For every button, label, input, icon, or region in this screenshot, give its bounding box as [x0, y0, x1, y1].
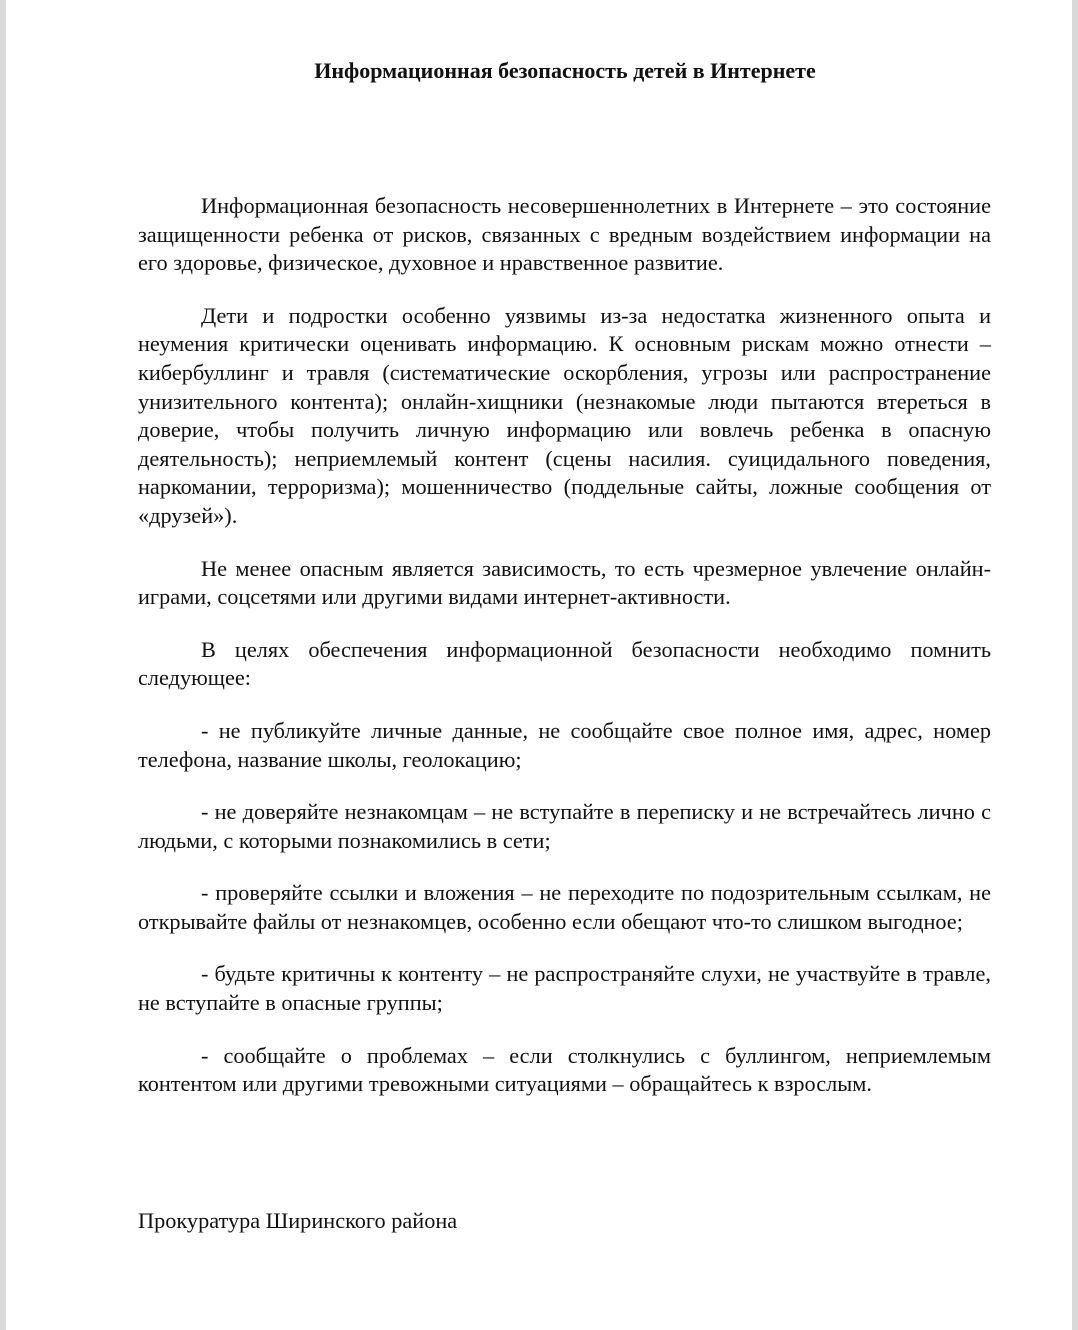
page-left-edge: [0, 0, 6, 1330]
page-right-edge: [1072, 0, 1078, 1330]
signature: Прокуратура Ширинского района: [138, 1208, 458, 1233]
document-body: [138, 192, 991, 1099]
paragraph-recommendations-intro: В целях обеспечения информационной безопасности необходимо помнить следующее:: [138, 636, 991, 691]
list-item: - будьте критичны к контенту – не распространяйте слухи, не участвуйте в травле, не вступайте в опасные группы;: [138, 961, 991, 1016]
list-item: - сообщайте о проблемах – если столкнулись с буллингом, неприемлемым контентом или другими тревожными ситуациями – обращайтесь к взрослым.: [138, 1042, 991, 1097]
list-item: - не публикуйте личные данные, не сообщайте свое полное имя, адрес, номер телефона, название школы, геолокацию;: [138, 717, 991, 772]
paragraph-addiction: Не менее опасным является зависимость, то есть чрезмерное увлечение онлайн-играми, соцсетями или другими видами интернет-активности.: [138, 555, 991, 610]
list-item: - проверяйте ссылки и вложения – не переходите по подозрительным ссылкам, не открывайте файлы от незнакомцев, особенно если обещают что-то слишком выгодное;: [138, 880, 991, 934]
list-item: - не доверяйте незнакомцам – не вступайте в переписку и не встречайтесь лично с людьми, с которыми познакомились в сети;: [138, 799, 991, 853]
document-title: Информационная безопасность детей в Интернете: [314, 58, 816, 83]
paragraph-risks: Дети и подростки особенно уязвимы из-за недостатка жизненного опыта и неумения критически оценивать информацию. К основным рискам можно отнести – кибербуллинг и травля (систематические оскорбления, угрозы или распространение унизительного контента); онлайн-хищники (незнакомые люди пытаются втереться в доверие, чтобы получить личную информацию или вовлечь ребенка в опасную деятельность); неприемлемый контент (сцены насилия. суицидального поведения, наркомании, терроризма); мошенничество (поддельные сайты, ложные сообщения от «друзей»).: [138, 302, 991, 528]
paragraph-definition: Информационная безопасность несовершеннолетних в Интернете – это состояние защищенности ребенка от рисков, связанных с вредным воздействием информации на его здоровье, физическое, духовное и нравственное развитие.: [138, 193, 991, 276]
